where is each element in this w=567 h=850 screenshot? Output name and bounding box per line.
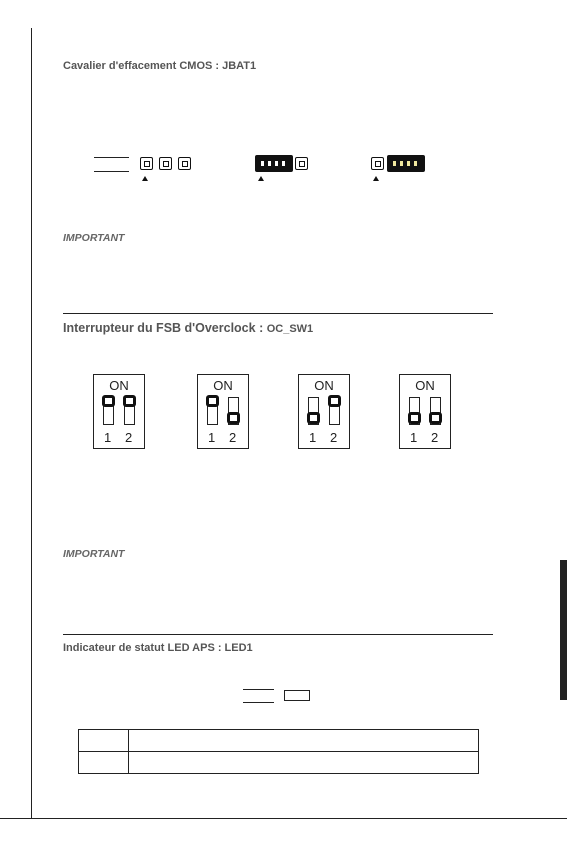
switch-knob (408, 412, 421, 424)
fsb-section-title (63, 321, 313, 335)
switch-knob (429, 412, 442, 424)
dip-switch-diagram (298, 374, 350, 449)
switch-number: 2 (125, 430, 133, 445)
switch-track (103, 397, 114, 425)
switch-track (308, 397, 319, 425)
label-line (243, 702, 274, 703)
switch-number: 2 (229, 430, 237, 445)
switch-number: 1 (208, 430, 216, 445)
important-label: IMPORTANT (63, 232, 125, 244)
jumper-cap (387, 155, 425, 172)
label-line (243, 689, 274, 690)
switch-track (207, 397, 218, 425)
switch-number: 1 (309, 430, 317, 445)
label-line (94, 171, 129, 172)
section-divider (63, 313, 493, 314)
switch-track (124, 397, 135, 425)
fsb-title-text: Interrupteur du FSB d'Overclock : (63, 321, 267, 335)
switch-knob (328, 395, 341, 407)
switch-knob (227, 412, 240, 424)
fsb-title-code: OC_SW1 (266, 323, 314, 335)
switch-track (228, 397, 239, 425)
important-label: IMPORTANT (63, 548, 125, 560)
on-label: ON (213, 378, 233, 393)
switch-knob (206, 395, 219, 407)
table-cell (79, 730, 129, 752)
led-icon (284, 690, 310, 701)
dip-switch-diagram (197, 374, 249, 449)
dip-switch-diagram (93, 374, 145, 449)
jumper-pin (371, 157, 384, 170)
table-cell (129, 752, 479, 774)
switch-track (409, 397, 420, 425)
jumper-pin (159, 157, 172, 170)
jumper-pin (178, 157, 191, 170)
switch-track (430, 397, 441, 425)
switch-number: 1 (410, 430, 418, 445)
on-label: ON (109, 378, 129, 393)
table-row (79, 730, 479, 752)
pin1-arrow-icon (142, 176, 148, 181)
switch-knob (102, 395, 115, 407)
switch-number: 2 (431, 430, 439, 445)
switch-track (329, 397, 340, 425)
jumper-cap (255, 155, 293, 172)
table-cell (129, 730, 479, 752)
label-line (94, 157, 129, 158)
cmos-section-title: Cavalier d'effacement CMOS : JBAT1 (63, 60, 257, 72)
table-cell (79, 752, 129, 774)
page-bottom-line (0, 818, 567, 819)
pin1-arrow-icon (258, 176, 264, 181)
jumper-pin (140, 157, 153, 170)
switch-knob (307, 412, 320, 424)
switch-number: 2 (330, 430, 338, 445)
dip-switch-diagram (399, 374, 451, 449)
on-label: ON (314, 378, 334, 393)
on-label: ON (415, 378, 435, 393)
switch-knob (123, 395, 136, 407)
chapter-tab (560, 560, 567, 700)
led-section-title: Indicateur de statut LED APS : LED1 (63, 642, 253, 654)
led-status-table (78, 729, 479, 774)
page-margin-line (31, 28, 32, 818)
section-divider (63, 634, 493, 635)
switch-number: 1 (104, 430, 112, 445)
table-row (79, 752, 479, 774)
jumper-pin (295, 157, 308, 170)
pin1-arrow-icon (373, 176, 379, 181)
